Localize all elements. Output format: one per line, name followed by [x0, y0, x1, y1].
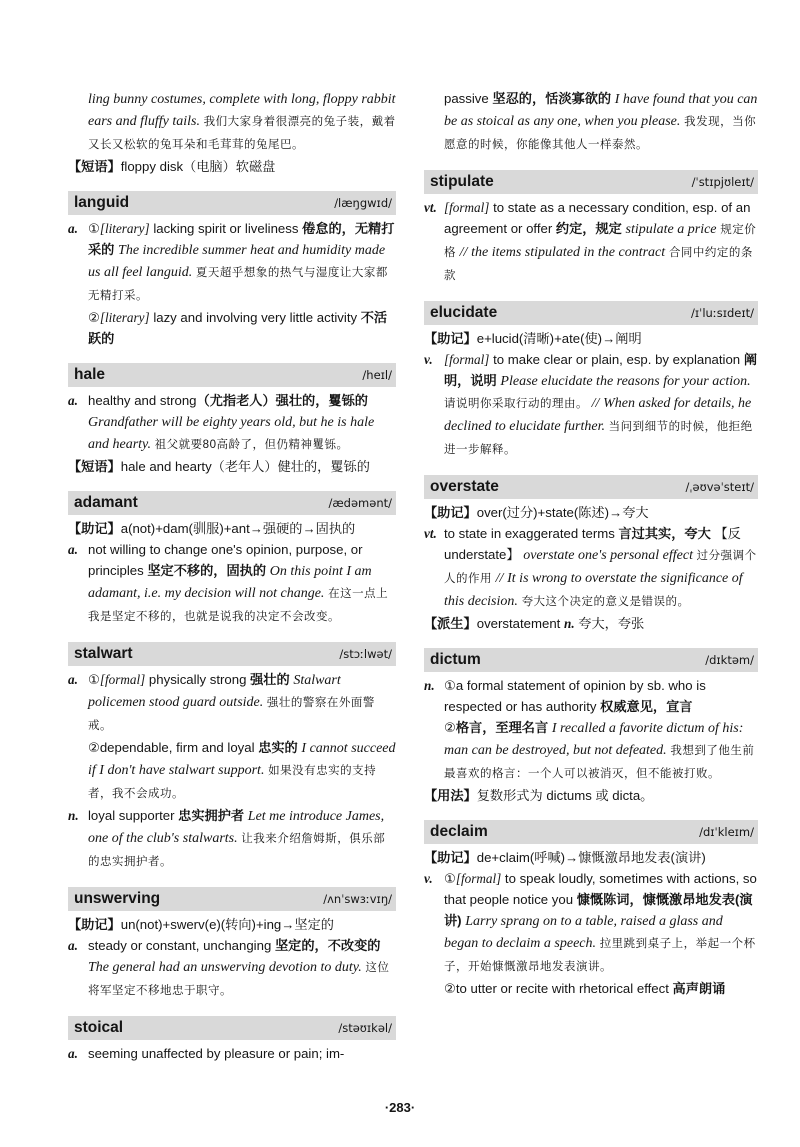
- chinese-gloss: 权威意见，宣言: [600, 699, 693, 714]
- example-text: When asked for details, he declined to elucidate further.: [444, 396, 752, 434]
- entry-continuation: [68, 88, 396, 156]
- headword: overstate: [430, 478, 499, 495]
- example-translation: 强壮的警察在外面警戒。: [88, 697, 375, 732]
- example-separator: //: [591, 396, 600, 411]
- sense-number: ②: [88, 310, 100, 325]
- example-translation: 如果没有忠实的支持者，我不会成功。: [88, 765, 377, 800]
- register-label: [formal]: [444, 352, 490, 367]
- chinese-gloss: 强壮的: [250, 672, 290, 687]
- headword-bar: [68, 1016, 396, 1040]
- definition: lazy and involving very little activity: [149, 310, 361, 325]
- mnemonic-tag: 【助记】: [68, 521, 121, 536]
- headword: hale: [74, 366, 106, 383]
- usage-line: [424, 785, 758, 806]
- sense: [68, 1043, 396, 1064]
- headword: stalwart: [74, 645, 133, 662]
- mnemonic-text: e+lucid(清晰)+ate(使)→阐明: [476, 331, 642, 346]
- mnemonic-text: a(not)+dam(驯服)+ant→强硬的→固执的: [120, 521, 356, 536]
- phrase-tag: 【短语】: [68, 159, 121, 174]
- entry-stalwart: [68, 642, 396, 873]
- example-translation: 夏天超乎想象的热气与湿度让大家都无精打采。: [88, 267, 388, 302]
- sense: [68, 218, 396, 307]
- sense: [424, 197, 758, 287]
- part-of-speech: a.: [68, 672, 78, 687]
- example-translation: 请说明你采取行动的理由。: [444, 398, 588, 410]
- mnemonic-line: [424, 328, 758, 349]
- example-text: I recalled a favorite dictum of his: man can be destroyed, but not defeated.: [444, 721, 744, 758]
- part-of-speech: a.: [68, 938, 78, 953]
- entry-declaim: [424, 820, 758, 999]
- sense: [68, 390, 396, 456]
- entry-stipulate: [424, 170, 758, 287]
- definition: healthy and strong: [88, 393, 197, 408]
- headword-bar: [68, 642, 396, 666]
- example-translation: 我想到了他生前最喜欢的格言：一个人可以被消灭，但不能被打败。: [444, 745, 755, 780]
- chinese-gloss: 坚忍的，恬淡寡欲的: [492, 91, 612, 106]
- entry-stoical: [68, 1016, 396, 1064]
- mnemonic-text: over(过分)+state(陈述)→夸大: [476, 505, 649, 520]
- part-of-speech: a.: [68, 1046, 78, 1061]
- headword: stoical: [74, 1019, 124, 1036]
- part-of-speech: a.: [68, 221, 78, 236]
- headword-bar: [68, 887, 396, 911]
- derivative-word: overstatement: [476, 616, 561, 631]
- sense: [68, 669, 396, 737]
- definition: not willing to change one's opinion, purpose, or principles: [88, 542, 363, 578]
- example-text: Larry sprang on to a table, raised a glass and began to declaim a speech.: [444, 914, 723, 951]
- mnemonic-line: [424, 847, 758, 868]
- sense: [424, 978, 758, 999]
- headword-bar: [424, 820, 758, 844]
- definition: to state as a necessary condition, esp. of an agreement or offer: [444, 200, 751, 236]
- part-of-speech: a.: [68, 393, 78, 408]
- headword-bar: [424, 648, 758, 672]
- mnemonic-tag: 【助记】: [424, 850, 477, 865]
- definition: passive: [444, 91, 493, 106]
- example-text: I cannot succeed if I don't have stalwart support.: [88, 741, 396, 778]
- register-label: [formal]: [455, 871, 502, 886]
- chinese-gloss: 忠实的: [258, 740, 298, 755]
- example-text: The general had an unswerving devotion to duty.: [88, 960, 362, 975]
- chinese-gloss: 夸大，夸张: [578, 616, 645, 631]
- right-column: [424, 88, 758, 999]
- page-number: ·283·: [384, 1100, 416, 1115]
- pronunciation: /ˈstɪpjʊleɪt/: [691, 175, 754, 189]
- definition: a formal statement of opinion by sb. who is respected or has authority: [444, 678, 706, 714]
- headword: stipulate: [430, 173, 494, 190]
- sense: [68, 737, 396, 805]
- entry-languid: [68, 191, 396, 349]
- example-text: the items stipulated in the contract: [471, 245, 666, 260]
- chinese-gloss: 阐明，说明: [444, 352, 757, 388]
- chinese-gloss: 不活跃的: [88, 310, 388, 346]
- example-separator: //: [495, 571, 504, 586]
- sense-number: ②: [444, 981, 456, 996]
- example-translation: 过分强调个人的作用: [444, 550, 757, 585]
- usage-tag: 【用法】: [424, 788, 477, 803]
- headword-bar: [68, 491, 396, 515]
- mnemonic-text: de+claim(呼喊)→慷慨激昂地发表(演讲): [476, 850, 706, 865]
- register-label: [literary]: [99, 310, 150, 325]
- register-label: [formal]: [444, 200, 490, 215]
- entry-hale: [68, 363, 396, 477]
- definition: steady or constant, unchanging: [88, 938, 275, 953]
- entry-adamant: [68, 491, 396, 628]
- mnemonic-tag: 【助记】: [424, 331, 477, 346]
- headword-bar: [424, 475, 758, 499]
- entry-elucidate: [424, 301, 758, 461]
- pronunciation: /ɪˈluːsɪdeɪt/: [691, 306, 754, 320]
- phrase-tag: 【短语】: [68, 459, 121, 474]
- headword: dictum: [430, 651, 481, 668]
- headword-bar: [68, 363, 396, 387]
- pronunciation: /ædəmənt/: [328, 496, 392, 510]
- example-translation: 夸大这个决定的意义是错误的。: [521, 596, 690, 608]
- example-text: stipulate a price: [625, 222, 717, 237]
- sense: [424, 868, 758, 978]
- example-translation: 我发现，当你愿意的时候，你能像其他人一样泰然。: [444, 116, 757, 151]
- pronunciation: /heɪl/: [362, 368, 392, 382]
- example-translation: 让我来介绍詹姆斯，俱乐部的忠实拥护者。: [88, 833, 386, 868]
- chinese-gloss: 忠实拥护者: [178, 808, 245, 823]
- sense: [424, 717, 758, 785]
- sense-number: ①: [444, 678, 456, 693]
- sense: [68, 935, 396, 1002]
- example-text: It is wrong to overstate the significance of this decision.: [444, 571, 743, 609]
- chinese-gloss: 格言，至理名言: [455, 720, 549, 735]
- example-text: Let me introduce James, one of the club's stalwarts.: [88, 809, 385, 846]
- sense-number: ②: [444, 720, 456, 735]
- chinese-gloss: 坚定不移的，固执的: [147, 563, 267, 578]
- example-text: overstate one's personal effect: [523, 548, 693, 563]
- example-translation: 规定价格: [444, 224, 757, 259]
- pronunciation: /stɔːlwət/: [339, 647, 392, 661]
- mnemonic-line: [68, 914, 396, 935]
- definition: to utter or recite with rhetorical effect: [455, 981, 673, 996]
- part-of-speech: v.: [424, 352, 433, 367]
- example-translation: 这位将军坚定不移地忠于职守。: [88, 962, 390, 997]
- pronunciation: /ʌnˈswɜːvɪŋ/: [323, 892, 392, 906]
- pronunciation: /dɪktəm/: [705, 653, 754, 667]
- chinese-gloss: 高声朗诵: [672, 981, 726, 996]
- mnemonic-text: un(not)+swerv(e)(转向)+ing→坚定的: [120, 917, 334, 932]
- headword: adamant: [74, 494, 138, 511]
- entry-unswerving: [68, 887, 396, 1002]
- example-translation: 当问到细节的时候，他拒绝进一步解释。: [444, 421, 753, 456]
- pronunciation: /ˌəʊvəˈsteɪt/: [685, 480, 754, 494]
- headword-bar: [424, 170, 758, 194]
- definition: dependable, firm and loyal: [99, 740, 259, 755]
- example-separator: //: [459, 245, 468, 260]
- mnemonic-line: [424, 502, 758, 523]
- sense: [424, 523, 758, 613]
- entry-overstate: [424, 475, 758, 634]
- example-translation: 拉里跳到桌子上，举起一个杯子，开始慷慨激昂地发表演讲。: [444, 938, 756, 973]
- sense: [68, 307, 396, 349]
- sense: [424, 349, 758, 461]
- mnemonic-tag: 【助记】: [68, 917, 121, 932]
- phrase-text: hale and hearty（老年人）健壮的，矍铄的: [120, 459, 370, 474]
- mnemonic-line: [68, 518, 396, 539]
- chinese-gloss: 倦怠的，无精打采的: [88, 221, 395, 257]
- example-text: On this point I am adamant, i.e. my decision will not change.: [88, 564, 372, 601]
- definition: lacking spirit or liveliness: [149, 221, 303, 236]
- part-of-speech: vt.: [424, 200, 437, 215]
- definition: seeming unaffected by pleasure or pain; im-: [88, 1046, 345, 1061]
- sense: [68, 539, 396, 628]
- sense: [68, 805, 396, 873]
- chinese-gloss: 慷慨陈词，慷慨激昂地发表(演讲): [444, 892, 753, 928]
- chinese-gloss: 坚定的，不改变的: [274, 938, 381, 953]
- part-of-speech: vt.: [424, 526, 437, 541]
- part-of-speech: a.: [68, 542, 78, 557]
- sense-number: ①: [444, 871, 456, 886]
- definition: to state in exaggerated terms: [444, 526, 619, 541]
- example-text: Grandfather will be eighty years old, but he is hale and hearty.: [88, 415, 375, 452]
- example-translation: 在这一点上我是坚定不移的，也就是说我的决定不会改变。: [88, 588, 389, 623]
- entry-continuation: [424, 88, 758, 156]
- phrase-line: [68, 456, 396, 477]
- definition: physically strong: [145, 672, 251, 687]
- example-text: Please elucidate the reasons for your action.: [500, 374, 751, 389]
- antonym-tag: 【反 understate】: [444, 526, 741, 562]
- part-of-speech: v.: [424, 871, 433, 886]
- headword-bar: [424, 301, 758, 325]
- pronunciation: /stəʊɪkəl/: [338, 1021, 392, 1035]
- sense-number: ①: [88, 672, 100, 687]
- phrase-text: floppy disk（电脑）软磁盘: [120, 159, 276, 174]
- definition: to speak loudly, sometimes with actions, so that people notice you: [444, 871, 757, 907]
- example-translation: 我们大家身着很漂亮的兔子装，戴着又长又松软的兔耳朵和毛茸茸的兔尾巴。: [88, 116, 396, 151]
- chinese-gloss: （尤指老人）强壮的，矍铄的: [196, 393, 368, 408]
- example-text: ling bunny costumes, complete with long, floppy rabbit ears and fluffy tails.: [88, 92, 396, 129]
- example-text: Stalwart policemen stood guard outside.: [88, 673, 341, 710]
- headword: elucidate: [430, 304, 498, 321]
- derivative-tag: 【派生】: [424, 616, 477, 631]
- headword: unswerving: [74, 890, 161, 907]
- phrase-line: [68, 156, 396, 177]
- sense-number: ①: [88, 221, 100, 236]
- definition: to make clear or plain, esp. by explanation: [489, 352, 744, 367]
- register-label: [literary]: [99, 221, 150, 236]
- left-column: [68, 88, 396, 1064]
- mnemonic-tag: 【助记】: [424, 505, 477, 520]
- part-of-speech: n.: [424, 678, 435, 693]
- part-of-speech: n.: [68, 808, 79, 823]
- register-label: [formal]: [99, 672, 146, 687]
- headword: declaim: [430, 823, 488, 840]
- usage-text: 复数形式为 dictums 或 dicta。: [476, 788, 654, 803]
- entry-dictum: [424, 648, 758, 806]
- pronunciation: /læŋgwɪd/: [334, 196, 392, 210]
- chinese-gloss: 约定，规定: [555, 221, 622, 236]
- example-translation: 合同中约定的条款: [444, 247, 753, 282]
- derivative-line: [424, 613, 758, 634]
- sense-number: ②: [88, 740, 100, 755]
- headword-bar: [68, 191, 396, 215]
- example-translation: 祖父就要80高龄了，但仍精神矍铄。: [154, 439, 349, 451]
- pronunciation: /dɪˈkleɪm/: [699, 825, 754, 839]
- part-of-speech: n.: [563, 616, 575, 631]
- chinese-gloss: 言过其实，夸大: [618, 526, 711, 541]
- definition: loyal supporter: [88, 808, 179, 823]
- example-text: The incredible summer heat and humidity made us all feel languid.: [88, 243, 386, 280]
- sense: [424, 675, 758, 717]
- example-text: I have found that you can be as stoical as any one, when you please.: [444, 92, 758, 129]
- headword: languid: [74, 194, 130, 211]
